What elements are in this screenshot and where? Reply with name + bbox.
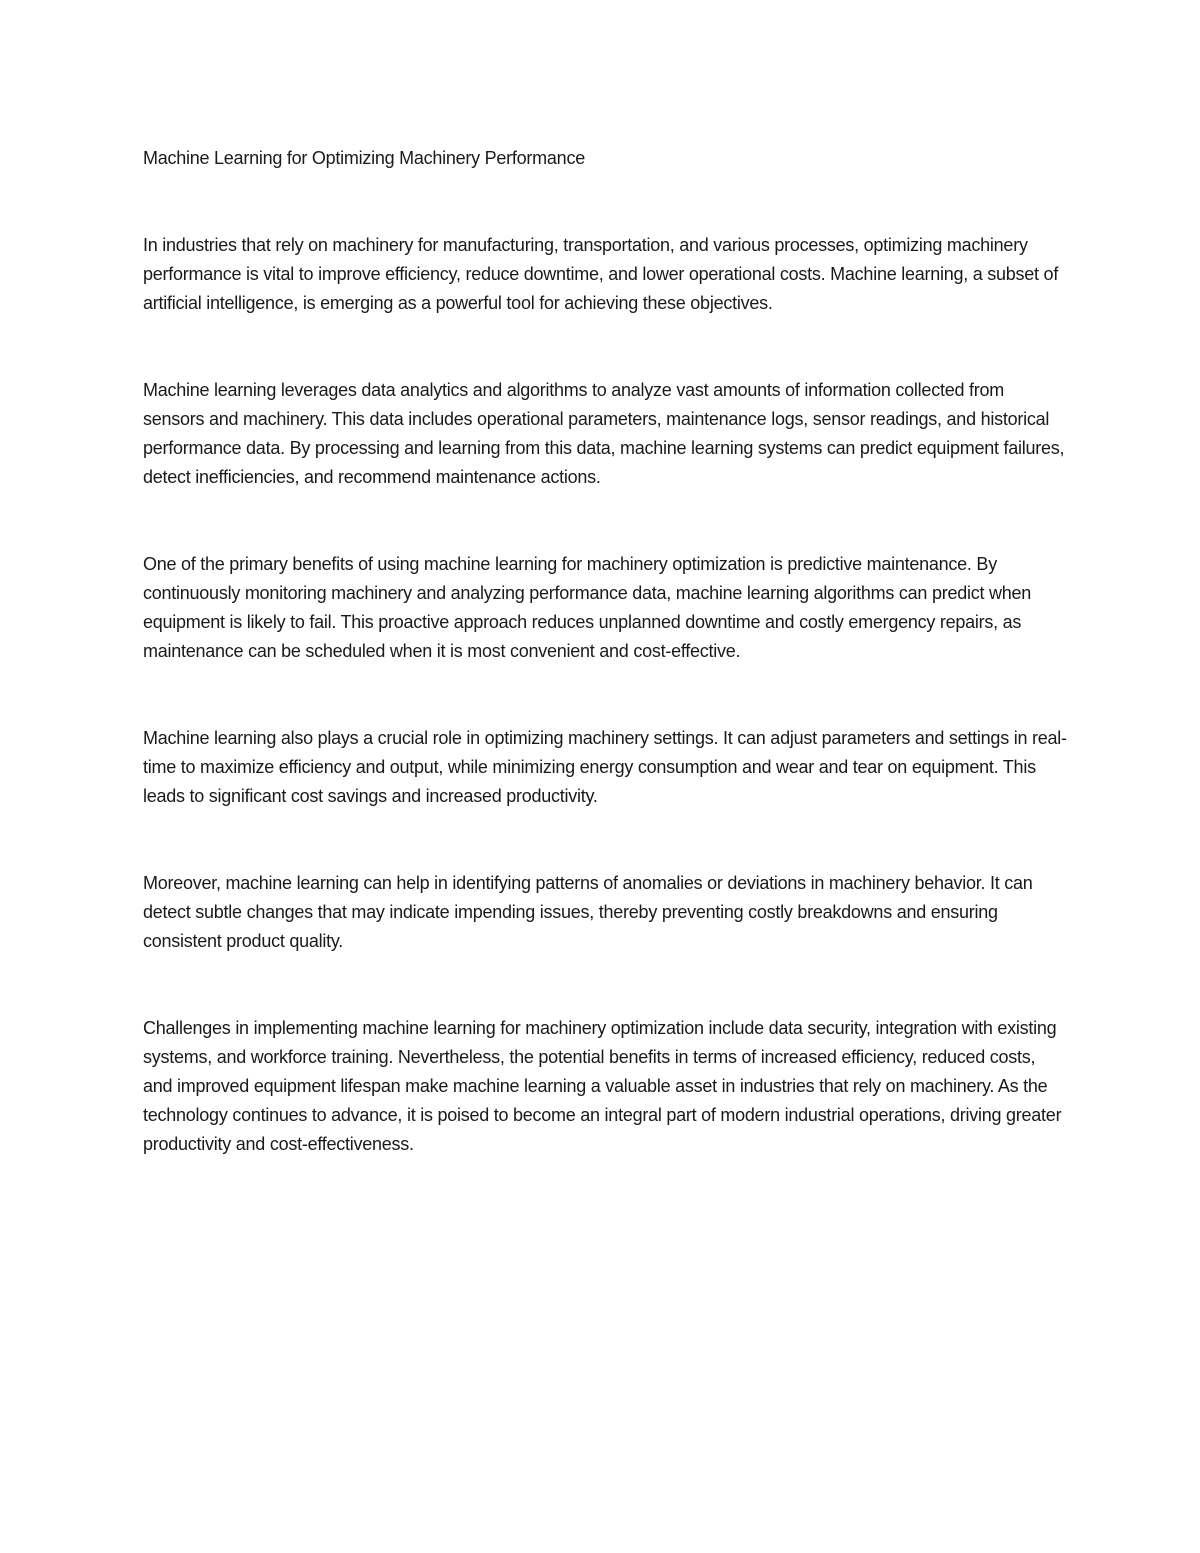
paragraph-data-analytics: Machine learning leverages data analytics and algorithms to analyze vast amounts of information collected from sensors and machinery. This data includes operational parameters, maintenance logs, sensor readings, and historical performance data. By processing and learning from this data, machine learning systems can predict equipment failures, detect inefficiencies, and recommend maintenance actions. (143, 380, 1065, 487)
paragraph-introduction: In industries that rely on machinery for manufacturing, transportation, and various processes, optimizing machinery performance is vital to improve efficiency, reduce downtime, and lower operational costs. Machine learning, a subset of artificial intelligence, is emerging as a powerful tool for achieving these objectives. (143, 235, 1059, 313)
document-body (143, 144, 1068, 1159)
paragraph-anomaly-detection: Moreover, machine learning can help in identifying patterns of anomalies or deviations in machinery behavior. It can detect subtle changes that may indicate impending issues, thereby preventing costly breakdowns and ensuring consistent product quality. (143, 873, 1033, 951)
paragraph-challenges: Challenges in implementing machine learning for machinery optimization include data security, integration with existing systems, and workforce training. Nevertheless, the potential benefits in terms of increased efficiency, reduced costs, and improved equipment lifespan make machine learning a valuable asset in industries that rely on machinery. As the technology continues to advance, it is poised to become an integral part of modern industrial operations, driving greater productivity and cost-effectiveness. (143, 1018, 1062, 1154)
paragraph-predictive-maintenance: One of the primary benefits of using machine learning for machinery optimization is predictive maintenance. By continuously monitoring machinery and analyzing performance data, machine learning algorithms can predict when equipment is likely to fail. This proactive approach reduces unplanned downtime and costly emergency repairs, as maintenance can be scheduled when it is most convenient and cost-effective. (143, 554, 1032, 661)
document-title: Machine Learning for Optimizing Machinery Performance (143, 148, 585, 168)
paragraph-settings-optimization: Machine learning also plays a crucial role in optimizing machinery settings. It can adjust parameters and settings in real-time to maximize efficiency and output, while minimizing energy consumption and wear and tear on equipment. This leads to significant cost savings and increased productivity. (143, 728, 1067, 806)
